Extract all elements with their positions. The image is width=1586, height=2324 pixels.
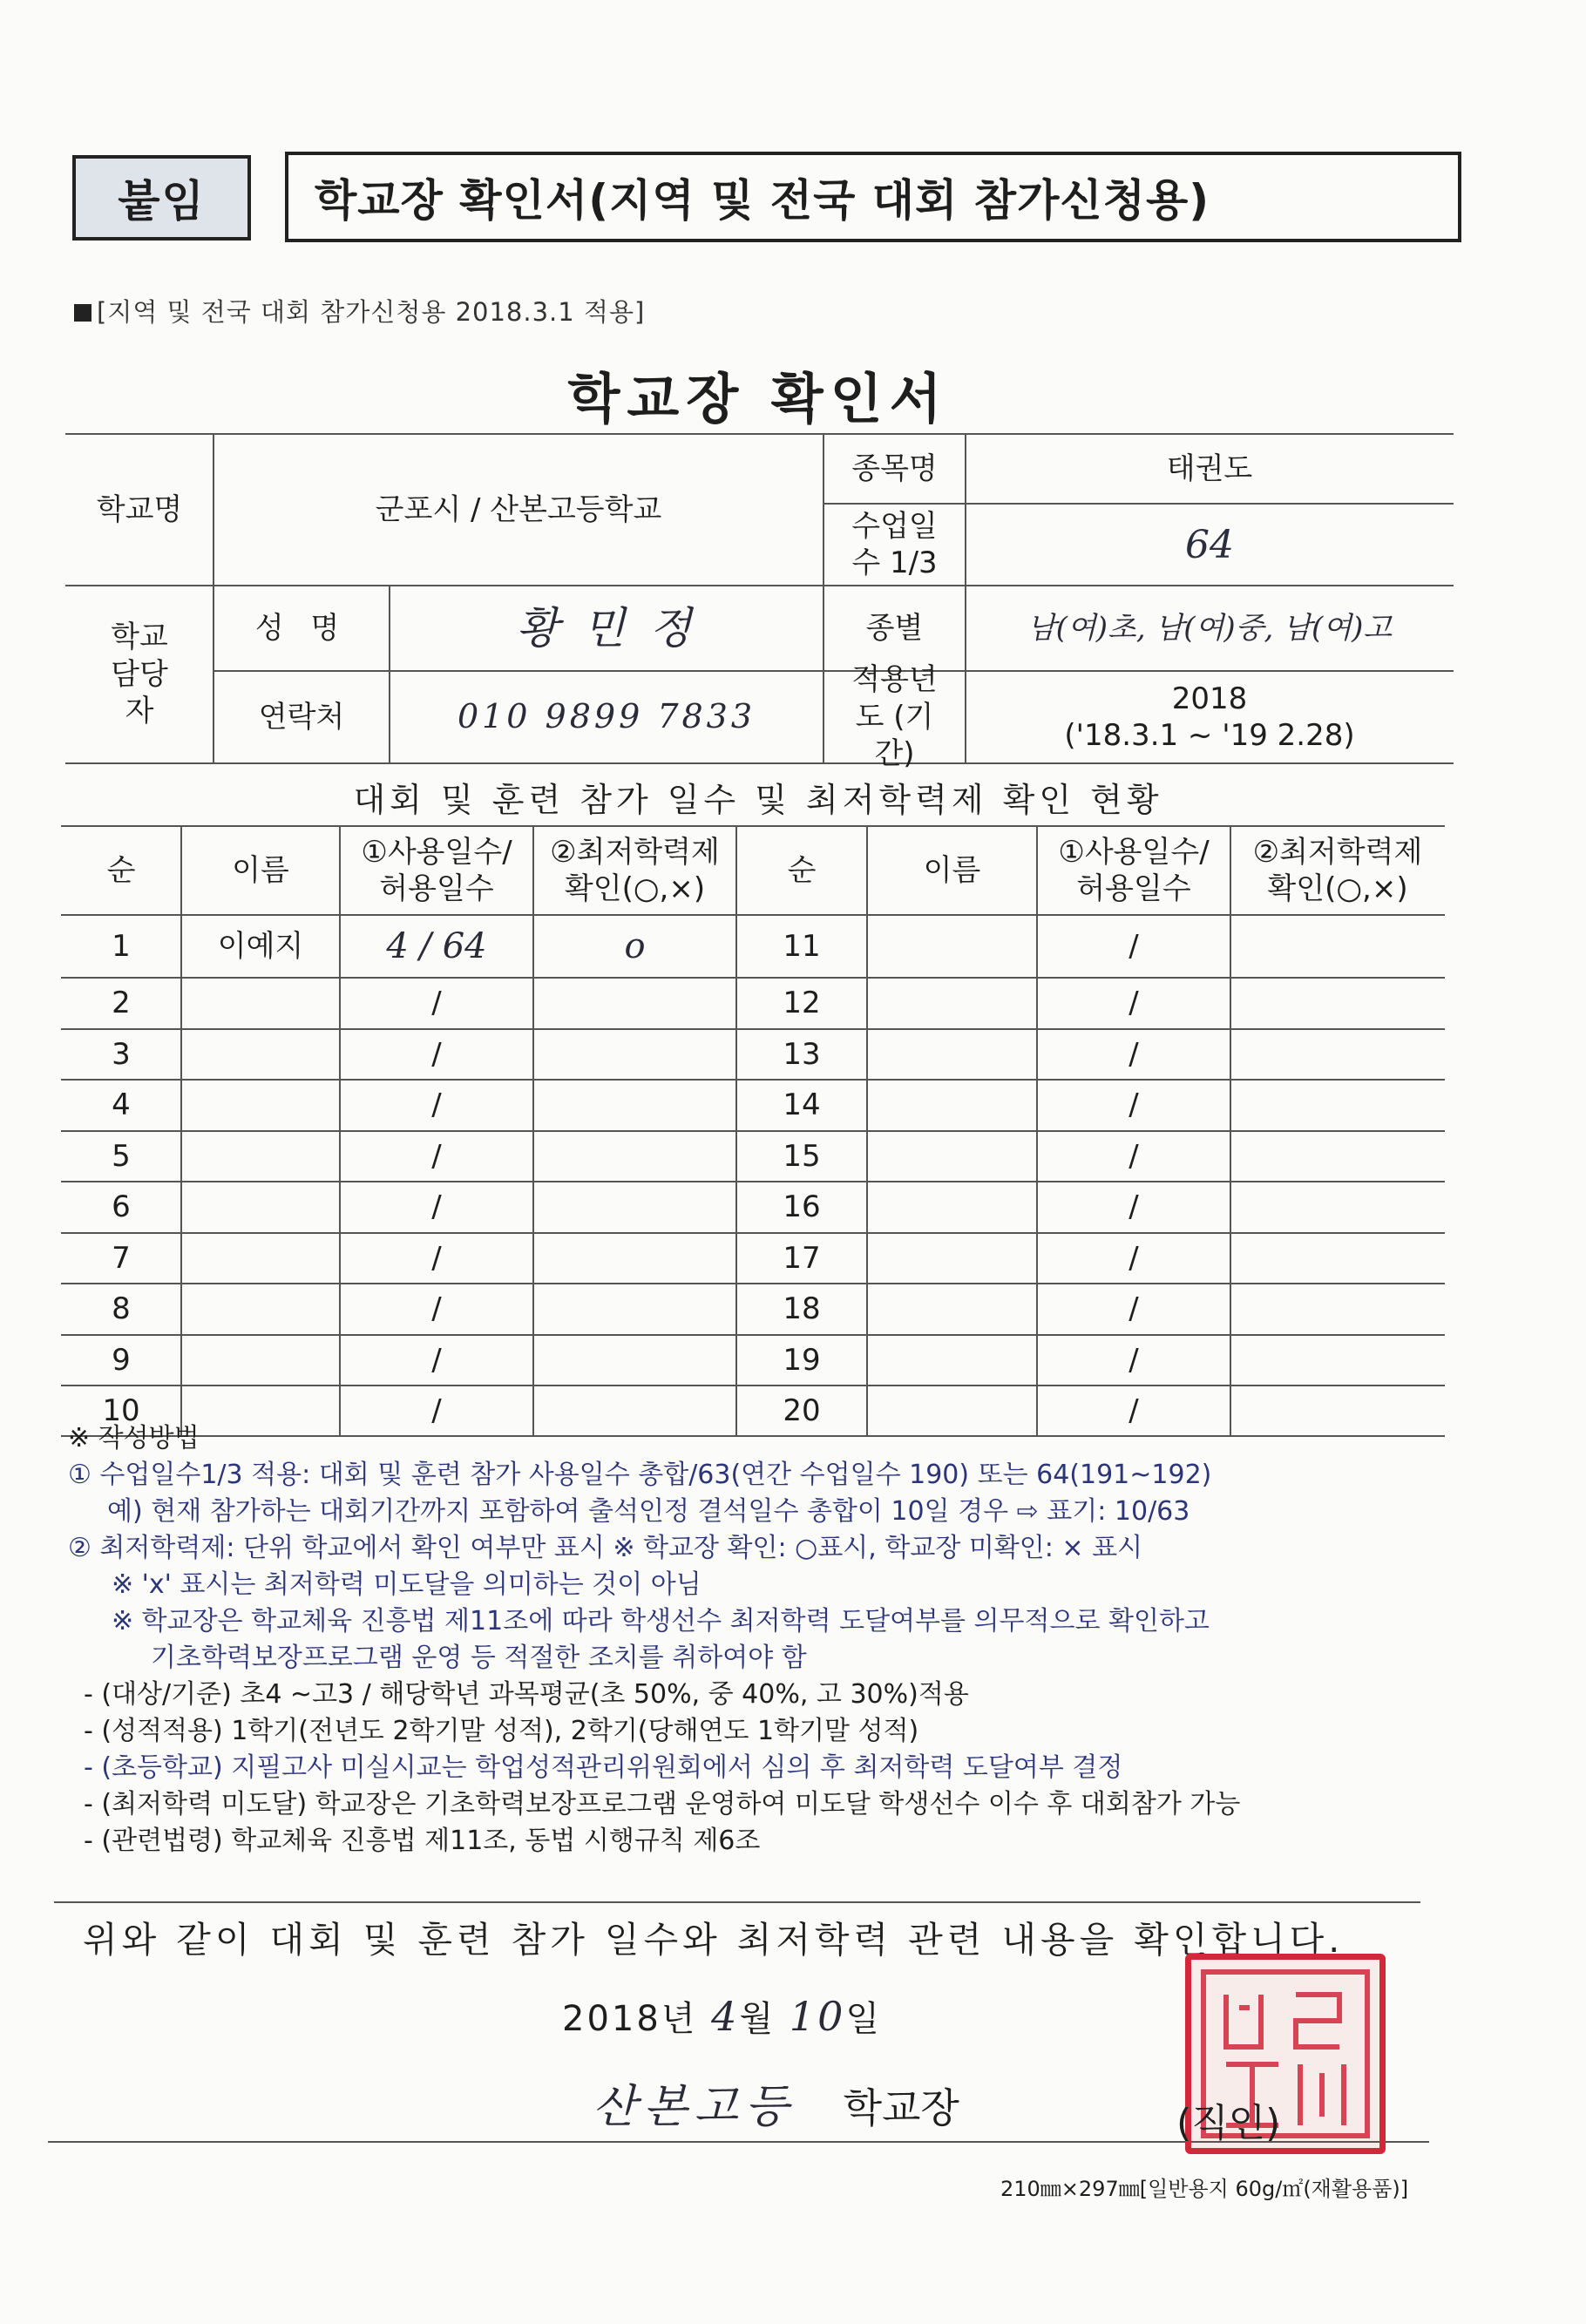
signature-date [562,1991,882,2041]
table-cell-days: / [431,1392,442,1428]
table-cell-min [533,1182,736,1233]
table-cell-min [533,1029,736,1080]
instruction-line: 예) 현재 참가하는 대회기간까지 포함하여 출석인정 결석일수 총합이 10일 경우 ⇨ 표기: 10/63 [107,1496,1190,1527]
table-cell-no: 17 [783,1240,821,1276]
instruction-line: - (관련법령) 학교체육 진흥법 제11조, 동법 시행규칙 제6조 [84,1826,761,1856]
table-cell-no: 3 [112,1036,131,1072]
table-cell-no: 1 [112,928,131,964]
table-cell-days: / [1128,1189,1139,1225]
table-cell-name [867,915,1037,978]
manager-name-value: 황 민 정 [516,602,697,654]
table-cell-days: / [1128,1392,1139,1428]
table-cell-days: / [431,1342,442,1378]
table-cell-name [867,1182,1037,1233]
table-cell-name: 이예지 [217,928,304,964]
table-cell-name [181,1080,340,1131]
table-cell-min [533,1080,736,1131]
table-cell-days: / [1128,1342,1139,1378]
date-year: 2018년 [562,1999,698,2039]
col-header-name-right: 이름 [923,852,981,888]
instruction-line: ① 수업일수1/3 적용: 대회 및 훈련 참가 사용일수 총합/63(연간 수업일수 190) 또는 64(191~192) [68,1460,1212,1490]
school-name-value: 군포시 / 산본고등학교 [375,491,662,527]
instruction-line: - (성적적용) 1학기(전년도 2학기말 성적), 2학기(당해연도 1학기말 성적) [84,1716,919,1746]
category-label: 종별 [865,610,924,646]
table-cell-min [1230,1335,1445,1386]
table-cell-name [181,1131,340,1182]
table-cell-min [1230,1131,1445,1182]
manager-name-label: 성 명 [254,610,349,646]
table-cell-name [181,1284,340,1335]
principal-signature [593,2070,959,2135]
table-cell-min [533,1131,736,1182]
table-cell-name [867,1080,1037,1131]
table-cell-days: / [1128,1138,1139,1174]
table-cell-name [867,1131,1037,1182]
col-header-no-right: 순 [787,852,817,888]
table-cell-no: 16 [783,1189,821,1225]
table-cell-name [181,1182,340,1233]
col-header-min-academic-right: ②최저학력제 확인(○,×) [1252,834,1423,906]
table-cell-no: 6 [112,1189,131,1225]
table-cell-no: 13 [783,1036,821,1072]
school-name-label: 학교명 [96,491,183,527]
school-manager-label: 학교 담당자 [111,620,168,729]
table-cell-no: 20 [783,1392,821,1428]
instructions-heading: ※ 작성방법 [68,1423,200,1453]
instruction-line: ※ 'x' 표시는 최저학력 미도달을 의미하는 것이 아님 [112,1569,702,1600]
table-cell-days: / [431,1189,442,1225]
instruction-line: ② 최저학력제: 단위 학교에서 확인 여부만 표시 ※ 학교장 확인: ○표시, 학교장 미확인: × 표시 [68,1533,1143,1563]
table-cell-min [1230,1080,1445,1131]
table-cell-name [181,1335,340,1386]
instruction-line: - (최저학력 미도달) 학교장은 기초학력보장프로그램 운영하여 미도달 학생선수 이수 후 대회참가 가능 [84,1789,1241,1819]
table-cell-min [533,1233,736,1284]
table-cell-name [181,978,340,1029]
table-cell-days: / [1128,1291,1139,1327]
applicability-note-text: [지역 및 전국 대회 참가신청용 2018.3.1 적용] [97,297,646,327]
table-cell-name [867,1335,1037,1386]
period-year: 2018 [1171,681,1248,716]
instruction-line: 기초학력보장프로그램 운영 등 적절한 조치를 취하여야 함 [151,1643,807,1673]
table-cell-name [181,1233,340,1284]
table-cell-no: 9 [112,1342,131,1378]
table-cell-name [181,1029,340,1080]
table-cell-no: 4 [112,1087,131,1123]
sport-label: 종목명 [851,451,938,486]
instructions [68,1420,1462,1860]
table-cell-min [1230,1233,1445,1284]
table-cell-days: / [1128,928,1139,964]
table-cell-days: / [1128,1036,1139,1072]
table-cell-no: 18 [783,1291,821,1327]
contact-label: 연락처 [258,699,345,735]
table-cell-days: / [1128,1240,1139,1276]
col-header-no: 순 [106,852,136,888]
table-cell-days: / [1128,986,1139,1021]
table-cell-no: 12 [783,986,821,1021]
table-cell-days: / [1128,1087,1139,1123]
date-month-label: 월 [739,1999,776,2039]
date-day: 10 [789,1993,846,2040]
col-header-days-right: ①사용일수/ 허용일수 [1058,834,1210,906]
page-title: 학교장 확인서 [567,367,949,430]
section-title: 대회 및 훈련 참가 일수 및 최저학력제 확인 현황 [353,781,1163,819]
table-cell-no: 2 [112,986,131,1021]
table-cell-days: 4 / 64 [386,926,487,966]
table-cell-no: 7 [112,1240,131,1276]
class-days-value: 64 [1185,522,1234,567]
date-day-label: 일 [845,1999,882,2039]
table-cell-min [533,978,736,1029]
table-cell-days: / [431,1087,442,1123]
table-cell-no: 11 [783,928,821,964]
period-label: 적용년도 (기간) [851,662,938,772]
instruction-line: - (초등학교) 지필고사 미실시교는 학업성적관리위원회에서 심의 후 최저학력 도달여부 결정 [84,1752,1123,1783]
handwritten-school-name: 산본고등 [593,2081,796,2133]
table-cell-days: / [431,1240,442,1276]
class-days-label: 수업일수 1/3 [851,508,938,580]
contact-value: 010 9899 7833 [457,697,756,736]
table-cell-no: 15 [783,1138,821,1174]
table-cell-no: 8 [112,1291,131,1327]
category-value: 남(여)초, 남(여)중, 남(여)고 [1027,610,1393,646]
attachment-label: 붙임 [72,155,251,241]
table-cell-days: / [431,1291,442,1327]
table-cell-name [867,1233,1037,1284]
table-cell-no: 10 [102,1392,140,1428]
period-range: ('18.3.1 ~ '19 2.28) [1064,718,1355,753]
table-cell-days: / [431,1036,442,1072]
table-cell-name [867,1284,1037,1335]
table-cell-no: 14 [783,1087,821,1123]
table-cell-min [1230,1182,1445,1233]
period-value [966,671,1454,763]
sport-value: 태권도 [1166,451,1253,486]
document-header-title: 학교장 확인서(지역 및 전국 대회 참가신청용) [285,152,1461,242]
col-header-days: ①사용일수/ 허용일수 [361,834,512,906]
instruction-line: - (대상/기준) 초4 ~고3 / 해당학년 과목평균(초 50%, 중 40%, 고 30%)적용 [84,1679,969,1710]
confirmation-statement: 위와 같이 대회 및 훈련 참가 일수와 최저학력 관련 내용을 확인합니다. [83,1919,1345,1961]
table-cell-min [533,1284,736,1335]
table-cell-name [867,1029,1037,1080]
paper-spec-footer: 210㎜×297㎜[일반용지 60g/㎡(재활용품)] [1000,2177,1409,2201]
table-cell-no: 19 [783,1342,821,1378]
table-cell-days: / [431,986,442,1021]
table-cell-name [867,978,1037,1029]
table-cell-min: o [624,926,646,966]
table-cell-days: / [431,1138,442,1174]
table-cell-min [1230,1029,1445,1080]
table-cell-min [1230,915,1445,978]
seal-label: (직인) [1176,2101,1281,2145]
table-cell-min [533,1335,736,1386]
table-cell-no: 5 [112,1138,131,1174]
table-cell-min [1230,978,1445,1029]
table-cell-min [1230,1284,1445,1335]
col-header-name: 이름 [232,852,289,888]
date-month: 4 [711,1993,740,2040]
principal-title: 학교장 [843,2084,959,2131]
instruction-line: ※ 학교장은 학교체육 진흥법 제11조에 따라 학생선수 최저학력 도달여부를 의무적으로 확인하고 [112,1606,1210,1636]
col-header-min-academic: ②최저학력제 확인(○,×) [550,834,720,906]
